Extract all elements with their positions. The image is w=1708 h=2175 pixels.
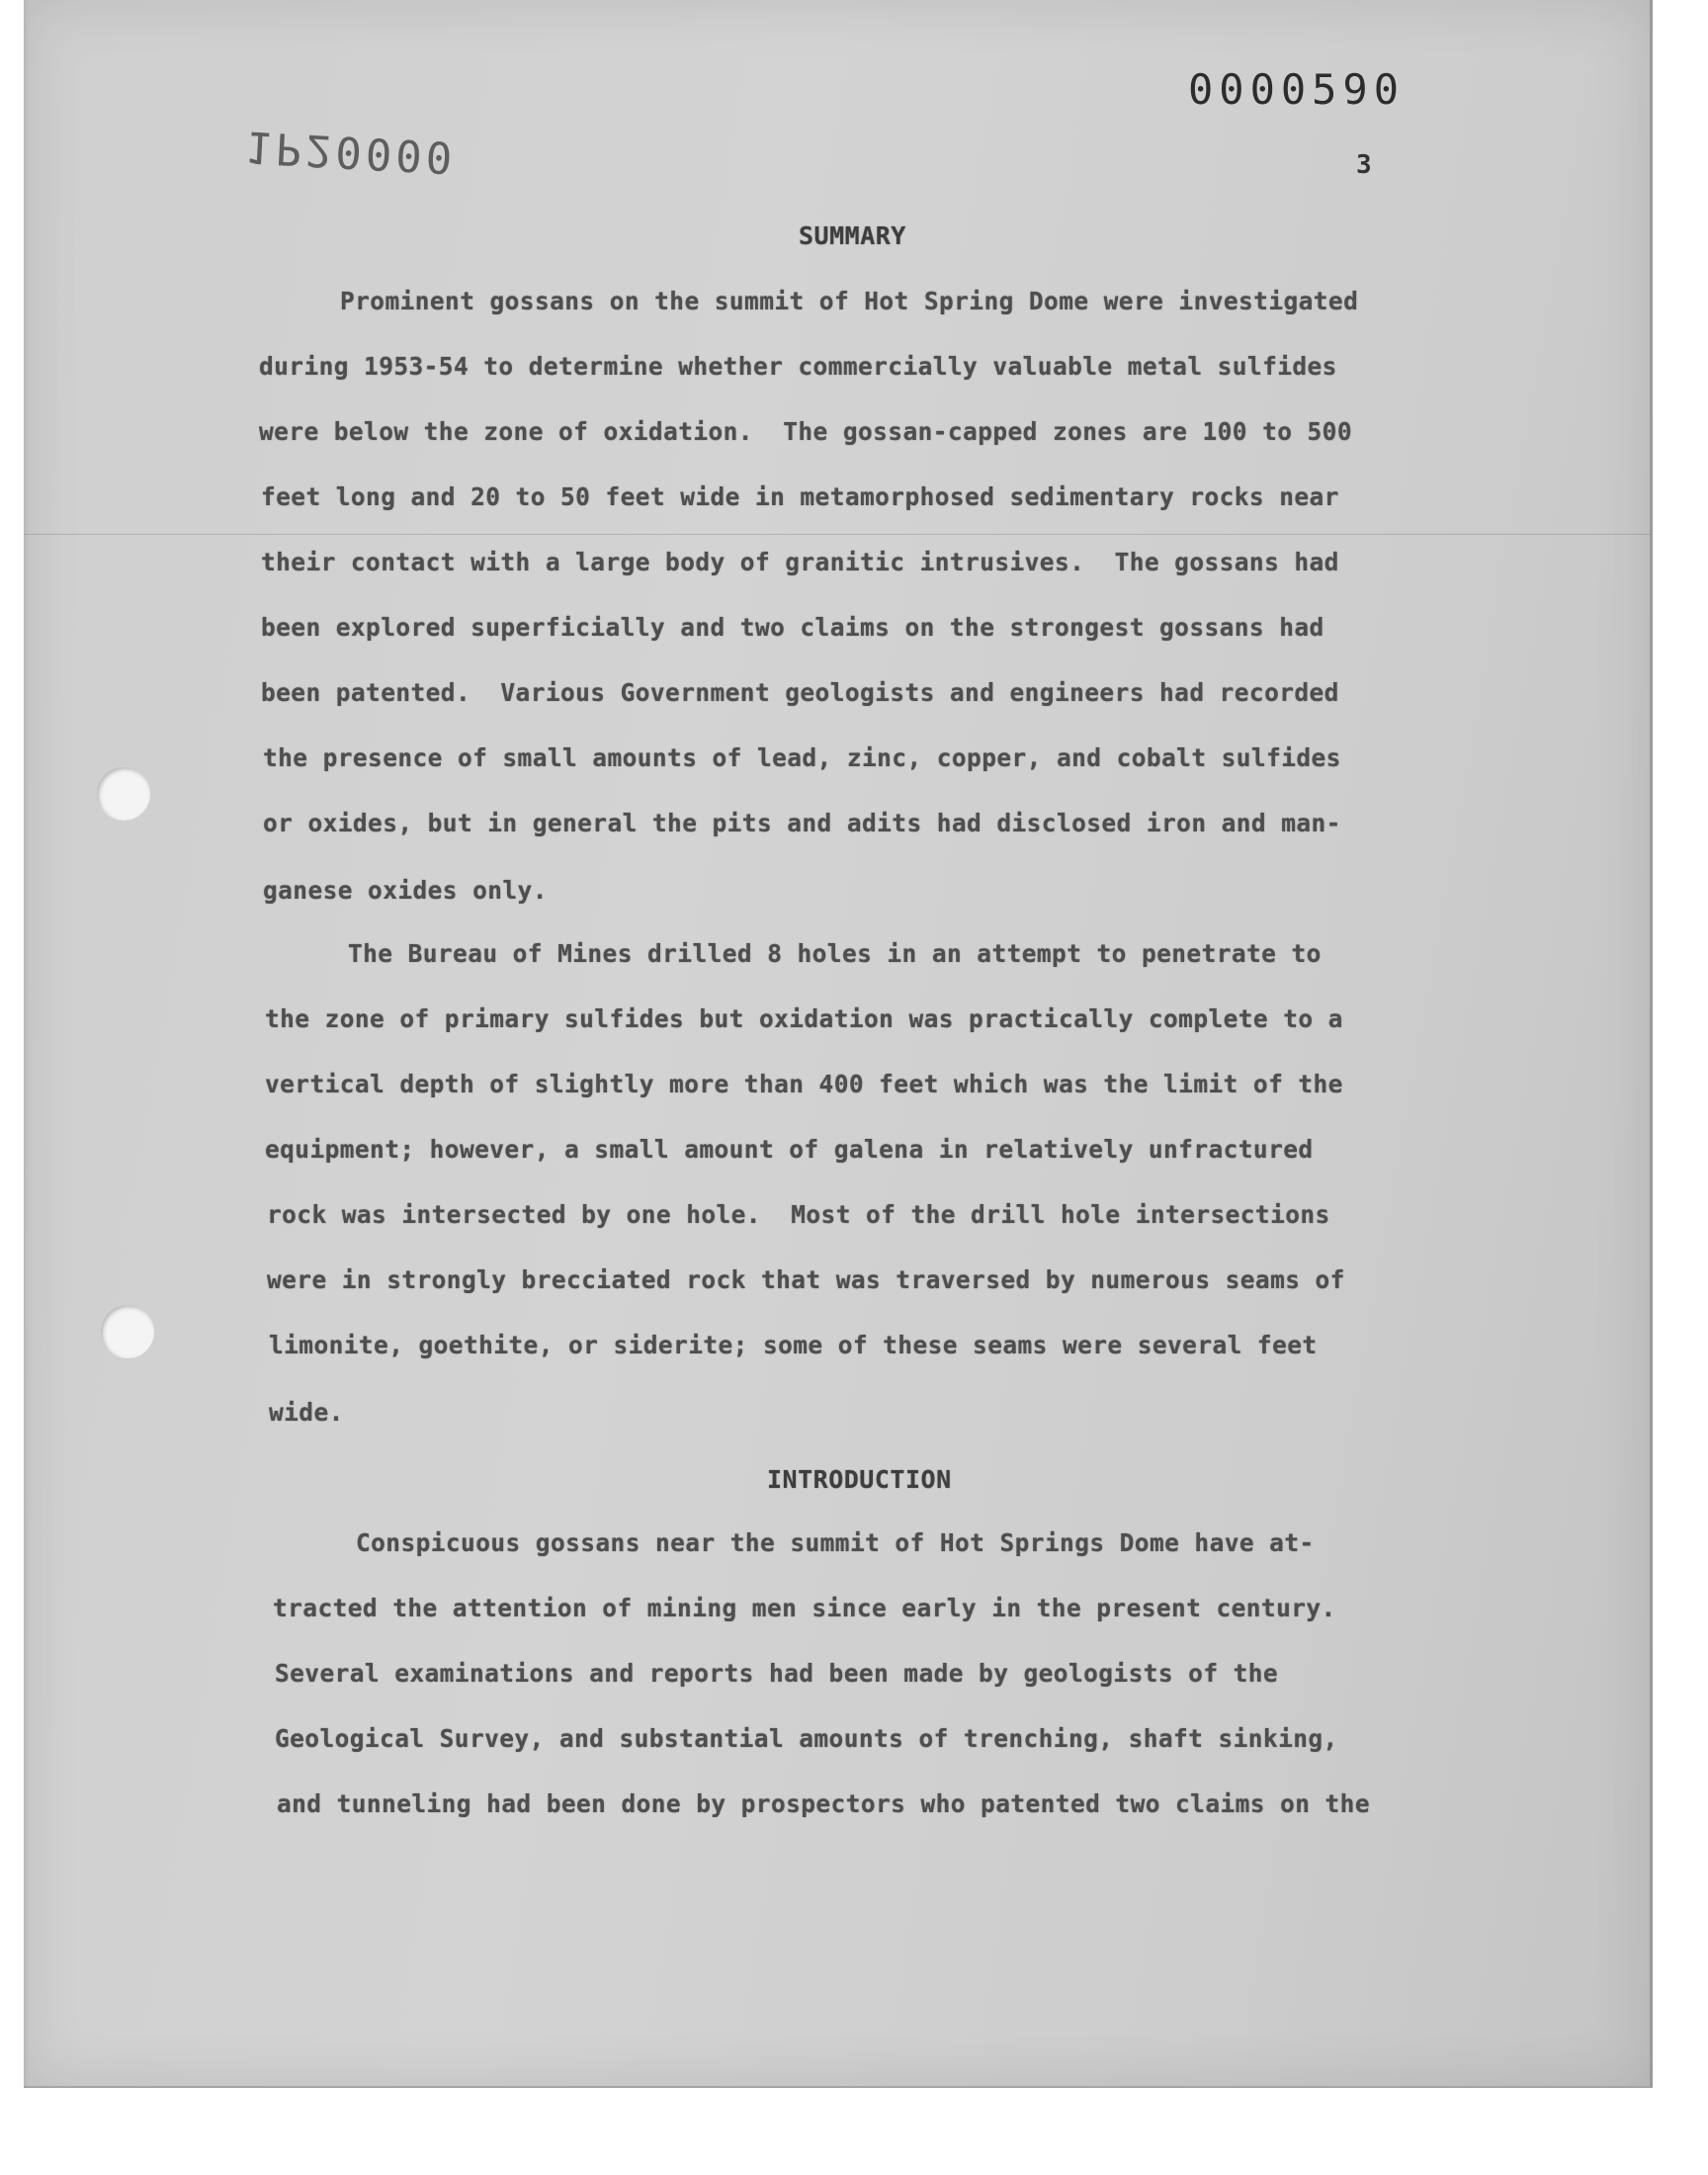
introduction-line: Several examinations and reports had been made by geologists of the [275,1659,1279,1688]
summary-line: rock was intersected by one hole. Most of the drill hole intersections [267,1200,1330,1229]
introduction-line: and tunneling had been done by prospectors who patented two claims on the [277,1789,1370,1818]
summary-line: the zone of primary sulfides but oxidation was practically complete to a [265,1004,1343,1033]
summary-line: limonite, goethite, or siderite; some of these seams were several feet [269,1331,1318,1359]
document-number: 0000590 [1188,65,1406,114]
summary-line: vertical depth of slightly more than 400 feet which was the limit of the [265,1070,1343,1098]
introduction-heading: INTRODUCTION [767,1465,952,1494]
summary-line: or oxides, but in general the pits and adits had disclosed iron and man- [263,809,1341,837]
stamp-number: 1P20000 [243,121,458,183]
summary-line: equipment; however, a small amount of galena in relatively unfractured [265,1135,1314,1164]
summary-line: ganese oxides only. [263,876,548,905]
summary-line: been patented. Various Government geologists and engineers had recorded [261,678,1339,707]
summary-line: were in strongly brecciated rock that was traversed by numerous seams of [267,1265,1345,1294]
summary-line: were below the zone of oxidation. The gossan-capped zones are 100 to 500 [259,417,1352,446]
fold-line [24,534,1650,535]
summary-line: been explored superficially and two claims on the strongest gossans had [261,613,1324,642]
summary-line: during 1953-54 to determine whether commercially valuable metal sulfides [259,352,1337,381]
summary-line: The Bureau of Mines drilled 8 holes in an attempt to penetrate to [348,939,1322,968]
summary-line: their contact with a large body of granitic intrusives. The gossans had [261,548,1339,576]
paper-edge-shadow [24,0,30,2086]
summary-line: Prominent gossans on the summit of Hot Spring Dome were investigated [340,287,1359,315]
punch-hole-lower [101,1305,154,1358]
introduction-line: tracted the attention of mining men since early in the present century. [273,1594,1336,1622]
summary-line: the presence of small amounts of lead, zinc, copper, and cobalt sulfides [263,743,1341,772]
summary-line: feet long and 20 to 50 feet wide in metamorphosed sedimentary rocks near [261,482,1339,511]
introduction-line: Conspicuous gossans near the summit of Hot Springs Dome have at- [356,1528,1315,1557]
page-number: 3 [1356,150,1372,180]
introduction-line: Geological Survey, and substantial amounts of trenching, shaft sinking, [275,1724,1338,1753]
summary-line: wide. [269,1398,344,1427]
summary-heading: SUMMARY [799,221,906,250]
punch-hole-upper [97,767,150,821]
